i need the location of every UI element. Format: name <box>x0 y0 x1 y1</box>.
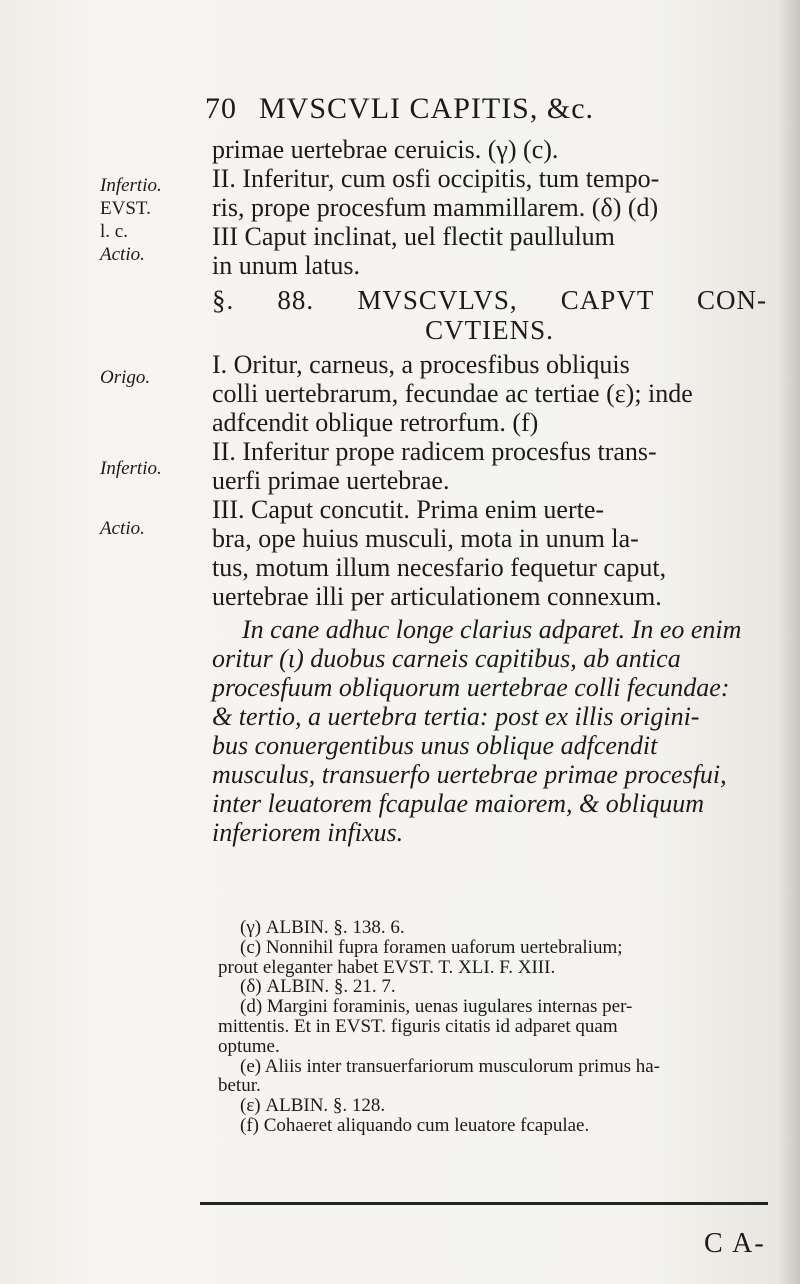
footnote-line: (f) Cohaeret aliquando cum leuatore fcapulae. <box>240 1114 590 1136</box>
section-line: uerfi primae uertebrae. <box>212 466 450 495</box>
footnote-line: betur. <box>218 1075 261 1097</box>
footnote-line: (c) Nonnihil fupra foramen uaforum uertebralium; <box>240 936 623 958</box>
margin-note-evst: EVST. <box>100 198 151 219</box>
body-line: III Caput inclinat, uel flectit paullulum <box>212 222 615 251</box>
running-title: MVSCVLI CAPITIS, &c. <box>259 92 595 125</box>
bottom-rule <box>200 1202 768 1205</box>
body-line: ris, prope procesfum mammillarem. (δ) (d) <box>212 193 659 222</box>
footnote-line: optume. <box>218 1035 280 1057</box>
page-number: 70 <box>205 92 237 125</box>
footnote-line: mittentis. Et in EVST. figuris citatis id adparet quam <box>218 1015 618 1037</box>
body-line: primae uertebrae ceruicis. (γ) (c). <box>212 135 559 164</box>
margin-note-actio-2: Actio. <box>100 518 145 539</box>
italic-paragraph-line: & tertio, a uertebra tertia: post ex illis origini- <box>212 702 700 731</box>
italic-paragraph-line: inter leuatorem fcapulae maiorem, & obliquum <box>212 789 705 818</box>
italic-paragraph-line: bus conuergentibus unus oblique adfcendit <box>212 731 658 760</box>
margin-note-origo: Origo. <box>100 367 151 388</box>
section-line: uertebrae illi per articulationem connexum. <box>212 582 662 611</box>
running-header <box>205 92 765 132</box>
section-line: colli uertebrarum, fecundae ac tertiae (ε); inde <box>212 379 693 408</box>
italic-paragraph-line: In cane adhuc longe clarius adparet. In eo enim <box>242 615 742 644</box>
section-heading: §. 88. MVSCVLVS, CAPVT CON- <box>212 285 767 315</box>
footnotes <box>218 918 768 1136</box>
section-line: II. Inferitur prope radicem procesfus trans- <box>212 437 657 466</box>
italic-paragraph-line: oritur (ι) duobus carneis capitibus, ab antica <box>212 644 681 673</box>
page-edge-shadow <box>778 0 800 1284</box>
footnote-line: prout eleganter habet EVST. T. XLI. F. XIII. <box>218 956 556 978</box>
margin-note-insertio: Infertio. <box>100 175 162 196</box>
margin-note-actio: Actio. <box>100 244 145 265</box>
section-line: I. Oritur, carneus, a procesfibus obliquis <box>212 350 630 379</box>
footnote-line: (d) Margini foraminis, uenas iugulares internas per- <box>240 996 633 1018</box>
section-line: tus, motum illum necesfario fequetur caput, <box>212 553 667 582</box>
footnote-line: (e) Aliis inter transuerfariorum musculorum primus ha- <box>240 1055 661 1077</box>
footnote-line: (ε) ALBIN. §. 128. <box>240 1095 386 1117</box>
body-line: II. Inferitur, cum osfi occipitis, tum tempo- <box>212 164 660 193</box>
section-heading-continued: CVTIENS. <box>425 315 554 345</box>
body-line: in unum latus. <box>212 251 361 280</box>
section-line: bra, ope huius musculi, mota in unum la- <box>212 524 639 553</box>
footnote-line: (δ) ALBIN. §. 21. 7. <box>240 976 396 998</box>
italic-paragraph-line: inferiorem infixus. <box>212 818 404 847</box>
section-line: III. Caput concutit. Prima enim uerte- <box>212 495 605 524</box>
italic-paragraph-line: procesfuum obliquorum uertebrae colli fecundae: <box>212 673 730 702</box>
footnote-line: (γ) ALBIN. §. 138. 6. <box>240 917 405 938</box>
margin-note-lc: l. c. <box>100 221 128 242</box>
section-line: adfcendit oblique retrorfum. (f) <box>212 408 539 437</box>
catchword: C A- <box>704 1228 766 1259</box>
margin-note-insertio-2: Infertio. <box>100 458 162 479</box>
main-text <box>212 135 767 847</box>
italic-paragraph-line: musculus, transuerfo uertebrae primae procesfui, <box>212 760 727 789</box>
